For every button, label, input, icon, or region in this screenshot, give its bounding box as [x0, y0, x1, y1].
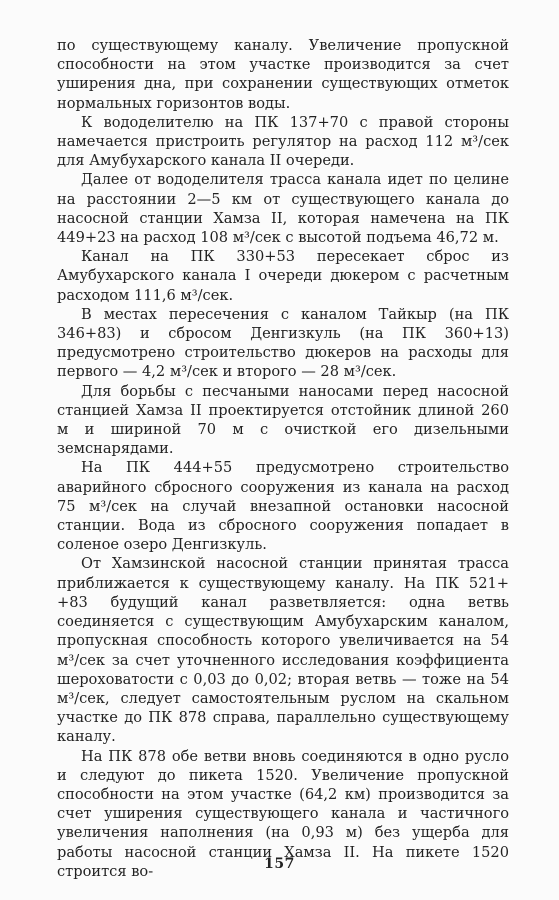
paragraph-6: Для борьбы с песчаными наносами перед насосной станцией Хамза II проектируется отстойник длиной 260 м и шириной 70 м с очисткой его дизельными земснарядами. [57, 382, 509, 458]
body-text [57, 36, 509, 881]
paragraph-2: К вододелителю на ПК 137+70 с правой стороны намечается пристроить регулятор на расход 112 м³/сек для Амубухарского канала II очереди. [57, 113, 509, 170]
paragraph-4: Канал на ПК 330+53 пересекает сброс из Амубухарского канала I очереди дюкером с расчетным расходом 111,6 м³/сек. [57, 248, 509, 304]
paragraph-1: по существующему каналу. Увеличение пропускной способности на этом участке производится за счет уширения дна, при сохранении существующих отметок нормальных горизонтов воды. [57, 37, 509, 112]
paragraph-9: На ПК 878 обе ветви вновь соединяются в одно русло и следуют до пикета 1520. Увеличение пропускной способности на этом участке (64,2 км) производится за счет уширения существующего канала и частичного увеличения наполнения (на 0,93 м) без ущерба для работы насосной станции Хамза II. На пикете 1520 строится во- [57, 747, 509, 880]
paragraph-5: В местах пересечения с каналом Тайкыр (на ПК 346+83) и сбросом Денгизкуль (на ПК 360+13) предусмотрено строительство дюкеров на расходы для первого — 4,2 м³/сек и второго — 28 м³/сек. [57, 305, 509, 381]
paragraph-7: На ПК 444+55 предусмотрено строительство аварийного сбросного сооружения из канала на расход 75 м³/сек на случай внезапной остановки насосной станции. Вода из сбросного сооружения попадает в соленое озеро Денгизкуль. [57, 459, 509, 554]
page-number: 157 [264, 856, 295, 872]
paragraph-3: Далее от вододелителя трасса канала идет по целине на расстоянии 2—5 км от существующего канала до насосной станции Хамза II, которая намечена на ПК 449+23 на расход 108 м³/сек с высотой подъема 46,72 м. [57, 171, 509, 247]
paragraph-8: От Хамзинской насосной станции принятая трасса приближается к существующему каналу. На ПК 521+ +83 будущий канал разветвляется: одна ветвь соединяется с существующим Амубухарским каналом, пропускная способность которого увеличивается на 54 м³/сек за счет уточненного исследования коэффициента шероховатости с 0,03 до 0,02; вторая ветвь — тоже на 54 м³/сек, следует самостоятельным руслом на скальном участке до ПК 878 справа, параллельно существующему каналу. [57, 555, 509, 746]
